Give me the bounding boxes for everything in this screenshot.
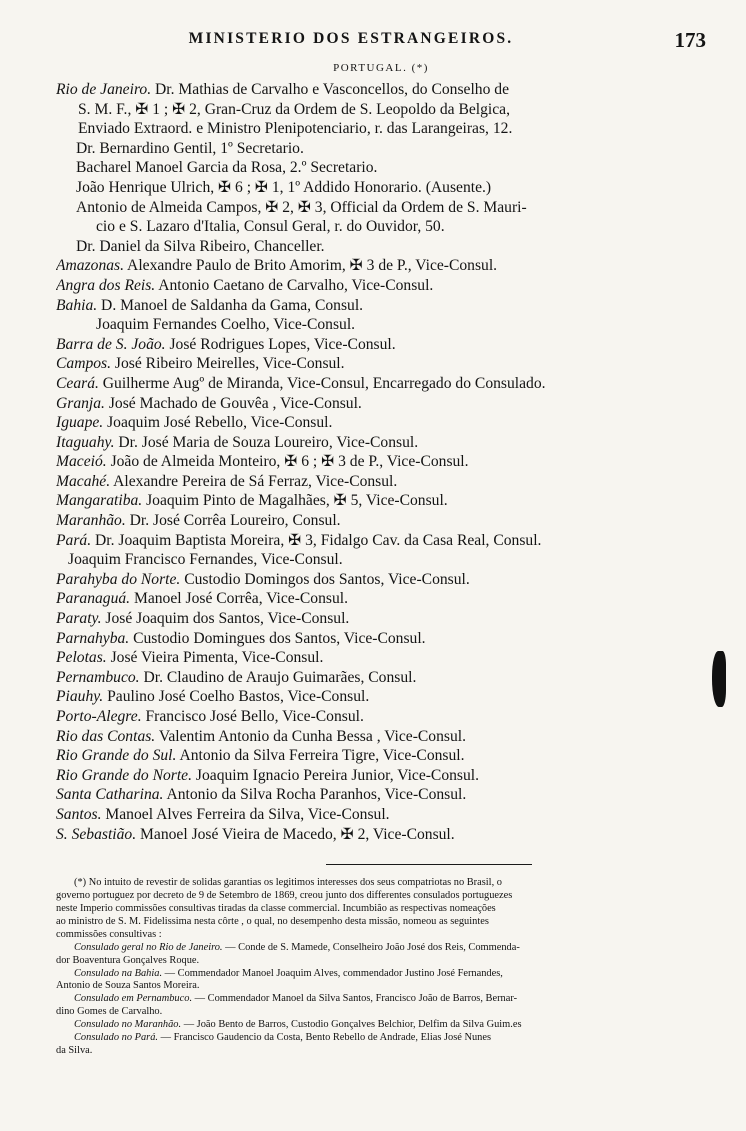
- place-name: Mangaratiba.: [56, 492, 143, 510]
- entry-text: Dr. Joaquim Baptista Moreira, ✠ 3, Fidalgo Cav. da Casa Real, Consul.: [91, 531, 542, 549]
- entry-text: José Vieira Pimenta, Vice-Consul.: [106, 649, 324, 667]
- entry-text: Joaquim Francisco Fernandes, Vice-Consul.: [68, 551, 343, 569]
- footnote-line: [56, 903, 706, 916]
- footnote-label: Consulado em Pernambuco.: [74, 993, 193, 1005]
- entry-text: Antonio da Silva Ferreira Tigre, Vice-Consul.: [176, 747, 465, 765]
- list-item: [56, 198, 706, 218]
- footnote-text: governo portuguez por decreto de 9 de Setembro de 1869, creou junto dos differentes consulados portuguezes: [56, 890, 513, 902]
- place-name: Iguape.: [56, 414, 104, 432]
- list-item: [56, 550, 706, 570]
- entry-text: Enviado Extraord. e Ministro Plenipotenciario, r. das Larangeiras, 12.: [78, 120, 513, 138]
- place-name: Macahé.: [56, 472, 111, 490]
- place-name: S. Sebastião.: [56, 825, 137, 843]
- list-item: [56, 354, 706, 374]
- footnote-text: dino Gomes de Carvalho.: [56, 1006, 163, 1018]
- entry-text: Dr. Daniel da Silva Ribeiro, Chanceller.: [76, 237, 325, 255]
- list-item: [56, 570, 706, 590]
- list-item: [56, 629, 706, 649]
- entry-text: Manoel José Vieira de Macedo, ✠ 2, Vice-Consul.: [136, 825, 455, 843]
- footnote-line: [56, 942, 706, 955]
- entry-text: Joaquim José Rebello, Vice-Consul.: [103, 414, 333, 432]
- footnote-line: [56, 929, 706, 942]
- footnote-text: da Silva.: [56, 1044, 93, 1056]
- entry-text: Francisco José Bello, Vice-Consul.: [141, 708, 364, 725]
- place-name: Parnahyba.: [56, 629, 130, 647]
- list-item: [56, 100, 706, 120]
- list-item: [56, 139, 706, 159]
- footnote-text: Antonio de Souza Santos Moreira.: [56, 980, 200, 992]
- entry-text: S. M. F., ✠ 1 ; ✠ 2, Gran-Cruz da Ordem de S. Leopoldo da Belgica,: [78, 100, 510, 118]
- entry-text: Alexandre Paulo de Brito Amorim, ✠ 3 de P., Vice-Consul.: [124, 257, 498, 275]
- entry-text: Valentim Antonio da Cunha Bessa , Vice-Consul.: [155, 727, 466, 745]
- place-name: Parahyba do Norte.: [56, 570, 181, 588]
- place-name: Porto-Alegre.: [56, 708, 142, 725]
- list-item: [56, 335, 706, 355]
- place-name: Barra de S. João.: [56, 335, 166, 353]
- place-name: Itaguahy.: [56, 433, 115, 451]
- list-item: [56, 276, 706, 296]
- footnote-line: [56, 993, 706, 1006]
- section-title: PORTUGAL. (*): [333, 62, 429, 74]
- entry-text: Custodio Domingos dos Santos, Vice-Consul.: [180, 570, 470, 588]
- list-item: [56, 256, 706, 276]
- list-item: [56, 315, 706, 335]
- entry-text: Dr. Bernardino Gentil, 1º Secretario.: [76, 139, 304, 157]
- list-item: [56, 158, 706, 178]
- page-header: [56, 30, 706, 60]
- place-name: Rio Grande do Sul.: [56, 747, 177, 765]
- list-item: [56, 217, 706, 237]
- page-number: 173: [674, 28, 706, 52]
- list-item: [56, 648, 706, 668]
- place-name: Maceió.: [56, 453, 107, 471]
- place-name: Santa Catharina.: [56, 786, 164, 804]
- entry-text: Bacharel Manoel Garcia da Rosa, 2.º Secretario.: [76, 159, 378, 177]
- entry-text: Joaquim Pinto de Magalhães, ✠ 5, Vice-Consul.: [142, 492, 448, 510]
- footnote-text: commissões consultivas :: [56, 928, 162, 940]
- list-item: [56, 433, 706, 453]
- footnote-text: neste Imperio commissões consultivas tiradas da classe commercial. Incumbião as respectivas nomeações: [56, 902, 496, 914]
- footnote-divider: [326, 864, 532, 865]
- place-name: Campos.: [56, 355, 112, 373]
- entry-text: João Henrique Ulrich, ✠ 6 ; ✠ 1, 1º Addido Honorario. (Ausente.): [76, 178, 492, 196]
- footnote-line: [56, 1032, 706, 1045]
- list-item: [56, 746, 706, 766]
- place-name: Rio Grande do Norte.: [56, 766, 193, 784]
- entry-text: Paulino José Coelho Bastos, Vice-Consul.: [103, 688, 370, 706]
- list-item: [56, 119, 706, 139]
- entry-text: Dr. José Corrêa Loureiro, Consul.: [125, 512, 341, 530]
- footnote-text: — João Bento de Barros, Custodio Gonçalves Belchior, Delfim da Silva Guim.es: [181, 1019, 522, 1031]
- list-item: [56, 413, 706, 433]
- list-item: [56, 394, 706, 414]
- place-name: Amazonas.: [56, 257, 125, 275]
- entry-text: Custodio Domingues dos Santos, Vice-Consul.: [129, 629, 426, 647]
- list-item: [56, 609, 706, 629]
- entry-text: cio e S. Lazaro d'Italia, Consul Geral, r. do Ouvidor, 50.: [96, 218, 445, 236]
- entry-text: Dr. Claudino de Araujo Guimarães, Consul.: [139, 668, 417, 686]
- list-item: [56, 80, 706, 100]
- list-item: [56, 178, 706, 198]
- entry-text: Joaquim Fernandes Coelho, Vice-Consul.: [96, 316, 356, 334]
- entry-text: Joaquim Ignacio Pereira Junior, Vice-Consul.: [192, 766, 480, 784]
- place-name: Bahia.: [56, 296, 98, 314]
- footnote-text: dor Boaventura Gonçalves Roque.: [56, 954, 200, 966]
- entry-text: D. Manoel de Saldanha da Gama, Consul.: [97, 296, 364, 314]
- place-name: Pernambuco.: [56, 668, 140, 686]
- footnote-label: Consulado geral no Rio de Janeiro.: [74, 941, 223, 953]
- list-item: [56, 237, 706, 257]
- footnote-text: — Commendador Manoel da Silva Santos, Francisco João de Barros, Bernar-: [192, 993, 518, 1005]
- list-item: [56, 589, 706, 609]
- place-name: Angra dos Reis.: [56, 276, 156, 294]
- place-name: Rio das Contas.: [56, 727, 156, 745]
- ink-blot-mark: [712, 651, 726, 707]
- place-name: Santos.: [56, 805, 102, 823]
- place-name: Pelotas.: [56, 649, 107, 667]
- entry-text: José Joaquim dos Santos, Vice-Consul.: [101, 610, 350, 628]
- place-name: Maranhão.: [56, 512, 126, 530]
- place-name: Paraty.: [56, 610, 102, 628]
- entry-text: Manoel José Corrêa, Vice-Consul.: [130, 590, 348, 608]
- entry-text: João de Almeida Monteiro, ✠ 6 ; ✠ 3 de P., Vice-Consul.: [106, 453, 469, 471]
- list-item: [56, 785, 706, 805]
- footnote-text: ao ministro de S. M. Fidelissima nesta côrte , o qual, no desempenho desta missão, nomeou as seguintes: [56, 915, 489, 927]
- list-item: [56, 491, 706, 511]
- place-name: Granja.: [56, 394, 105, 412]
- footnote-line: [56, 955, 706, 968]
- entry-text: José Machado de Gouvêa , Vice-Consul.: [104, 394, 362, 412]
- entry-text: Antonio de Almeida Campos, ✠ 2, ✠ 3, Official da Ordem de S. Mauri-: [76, 198, 527, 216]
- footnote-text: — Commendador Manoel Joaquim Alves, commendador Justino José Fernandes,: [162, 967, 503, 979]
- footnote-line: [56, 877, 706, 890]
- list-item: [56, 727, 706, 747]
- list-item: [56, 668, 706, 688]
- running-head: MINISTERIO DOS ESTRANGEIROS.: [188, 30, 514, 47]
- footnote-text: — Conde de S. Mamede, Conselheiro João José dos Reis, Commenda-: [222, 941, 520, 953]
- entry-text: Dr. Mathias de Carvalho e Vasconcellos, do Conselho de: [151, 81, 509, 98]
- footnote-text: — Francisco Gaudencio da Costa, Bento Rebello de Andrade, Elias José Nunes: [158, 1032, 492, 1044]
- footnote-line: [56, 980, 706, 993]
- list-item: [56, 707, 706, 727]
- list-item: [56, 452, 706, 472]
- place-name: Piauhy.: [56, 688, 104, 706]
- list-item: [56, 511, 706, 531]
- list-item: [56, 766, 706, 786]
- entry-text: José Rodrigues Lopes, Vice-Consul.: [165, 335, 396, 353]
- footnote-text: (*) No intuito de revestir de solidas garantias os legitimos interesses dos seus compatriotas no Brasil, o: [74, 877, 502, 889]
- footnote-line: [56, 1019, 706, 1032]
- entry-text: Alexandre Pereira de Sá Ferraz, Vice-Consul.: [110, 472, 398, 490]
- place-name: Ceará.: [56, 374, 99, 392]
- footnote-label: Consulado na Bahia.: [74, 967, 163, 979]
- list-item: [56, 531, 706, 551]
- footnote-line: [56, 968, 706, 981]
- footnote-label: Consulado no Pará.: [74, 1032, 158, 1044]
- entry-text: Antonio da Silva Rocha Paranhos, Vice-Consul.: [163, 786, 467, 804]
- list-item: [56, 687, 706, 707]
- entry-text: Dr. José Maria de Souza Loureiro, Vice-Consul.: [114, 433, 419, 451]
- entry-text: Antonio Caetano de Carvalho, Vice-Consul.: [155, 276, 434, 294]
- consular-list: [56, 80, 706, 844]
- list-item: [56, 825, 706, 845]
- place-name: Paranaguá.: [56, 590, 131, 608]
- list-item: [56, 472, 706, 492]
- footnotes: [56, 877, 706, 1058]
- place-name: Pará.: [56, 531, 92, 549]
- list-item: [56, 374, 706, 394]
- entry-text: Guilherme Augº de Miranda, Vice-Consul, Encarregado do Consulado.: [98, 374, 546, 392]
- entry-text: José Ribeiro Meirelles, Vice-Consul.: [111, 355, 345, 373]
- footnote-line: [56, 1006, 706, 1019]
- list-item: [56, 805, 706, 825]
- footnote-line: [56, 1045, 706, 1058]
- footnote-line: [56, 916, 706, 929]
- footnote-line: [56, 890, 706, 903]
- place-name: Rio de Janeiro.: [56, 81, 152, 98]
- footnote-label: Consulado no Maranhão.: [74, 1019, 182, 1031]
- list-item: [56, 296, 706, 316]
- entry-text: Manoel Alves Ferreira da Silva, Vice-Consul.: [101, 805, 390, 823]
